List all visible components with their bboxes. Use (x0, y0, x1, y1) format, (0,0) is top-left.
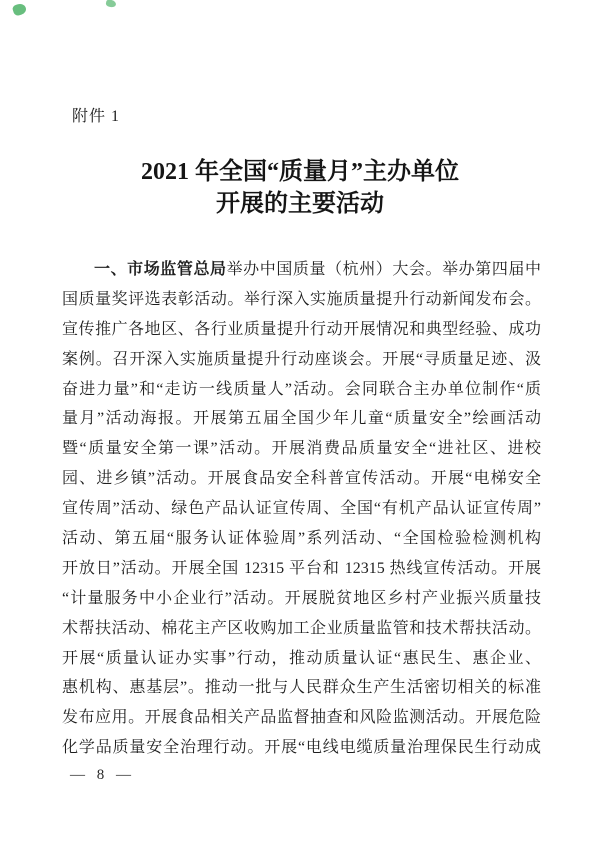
body-line: 国质量奖评选表彰活动。举行深入实施质量提升行动新闻发布会。 (62, 290, 541, 308)
body-line: 案例。召开深入实施质量提升行动座谈会。开展“寻质量足迹、汲 (62, 350, 541, 368)
body-line: 宣传推广各地区、各行业质量提升行动开展情况和典型经验、成功 (62, 320, 541, 338)
attachment-label: 附件 1 (72, 108, 121, 125)
body-line: 暨“质量安全第一课”活动。开展消费品质量安全“进社区、进校 (62, 440, 541, 458)
body-line: 开展“质量认证办实事”行动，推动质量认证“惠民生、惠企业、 (62, 649, 541, 667)
document-title-line-2: 开展的主要活动 (216, 191, 384, 217)
page-number: — 8 — (70, 767, 135, 783)
section-lead-bold: 一、市场监管总局 (94, 261, 227, 278)
document-title (0, 156, 600, 220)
scan-artifact-icon (105, 0, 116, 8)
body-line: “计量服务中小企业行”活动。开展脱贫地区乡村产业振兴质量技 (62, 589, 541, 607)
body-line: 化学品质量安全治理行动。开展“电线电缆质量治理保民生行动成 (62, 739, 541, 757)
body-line-text: 举办中国质量（杭州）大会。举办第四届中 (226, 261, 541, 278)
body-line: 量月”活动海报。开展第五届全国少年儿童“质量安全”绘画活动 (62, 410, 541, 428)
body-line: 开放日”活动。开展全国 12315 平台和 12315 热线宣传活动。开展 (62, 559, 541, 577)
body-paragraph (62, 255, 541, 763)
body-line: 发布应用。开展食品相关产品监督抽查和风险监测活动。开展危险 (62, 709, 541, 727)
body-line (62, 255, 541, 285)
document-title-line-1: 2021 年全国“质量月”主办单位 (141, 159, 459, 185)
body-line: 术帮扶活动、棉花主产区收购加工企业质量监管和技术帮扶活动。 (62, 619, 541, 637)
body-line: 奋进力量”和“走访一线质量人”活动。会同联合主办单位制作“质 (62, 380, 541, 398)
body-line: 惠机构、惠基层”。推动一批与人民群众生产生活密切相关的标准 (62, 679, 541, 697)
scan-artifact-icon (12, 2, 28, 16)
body-line: 宣传周”活动、绿色产品认证宣传周、全国“有机产品认证宣传周” (62, 500, 541, 518)
body-line: 园、进乡镇”活动。开展食品安全科普宣传活动。开展“电梯安全 (62, 470, 541, 488)
body-line: 活动、第五届“服务认证体验周”系列活动、“全国检验检测机构 (62, 530, 541, 548)
